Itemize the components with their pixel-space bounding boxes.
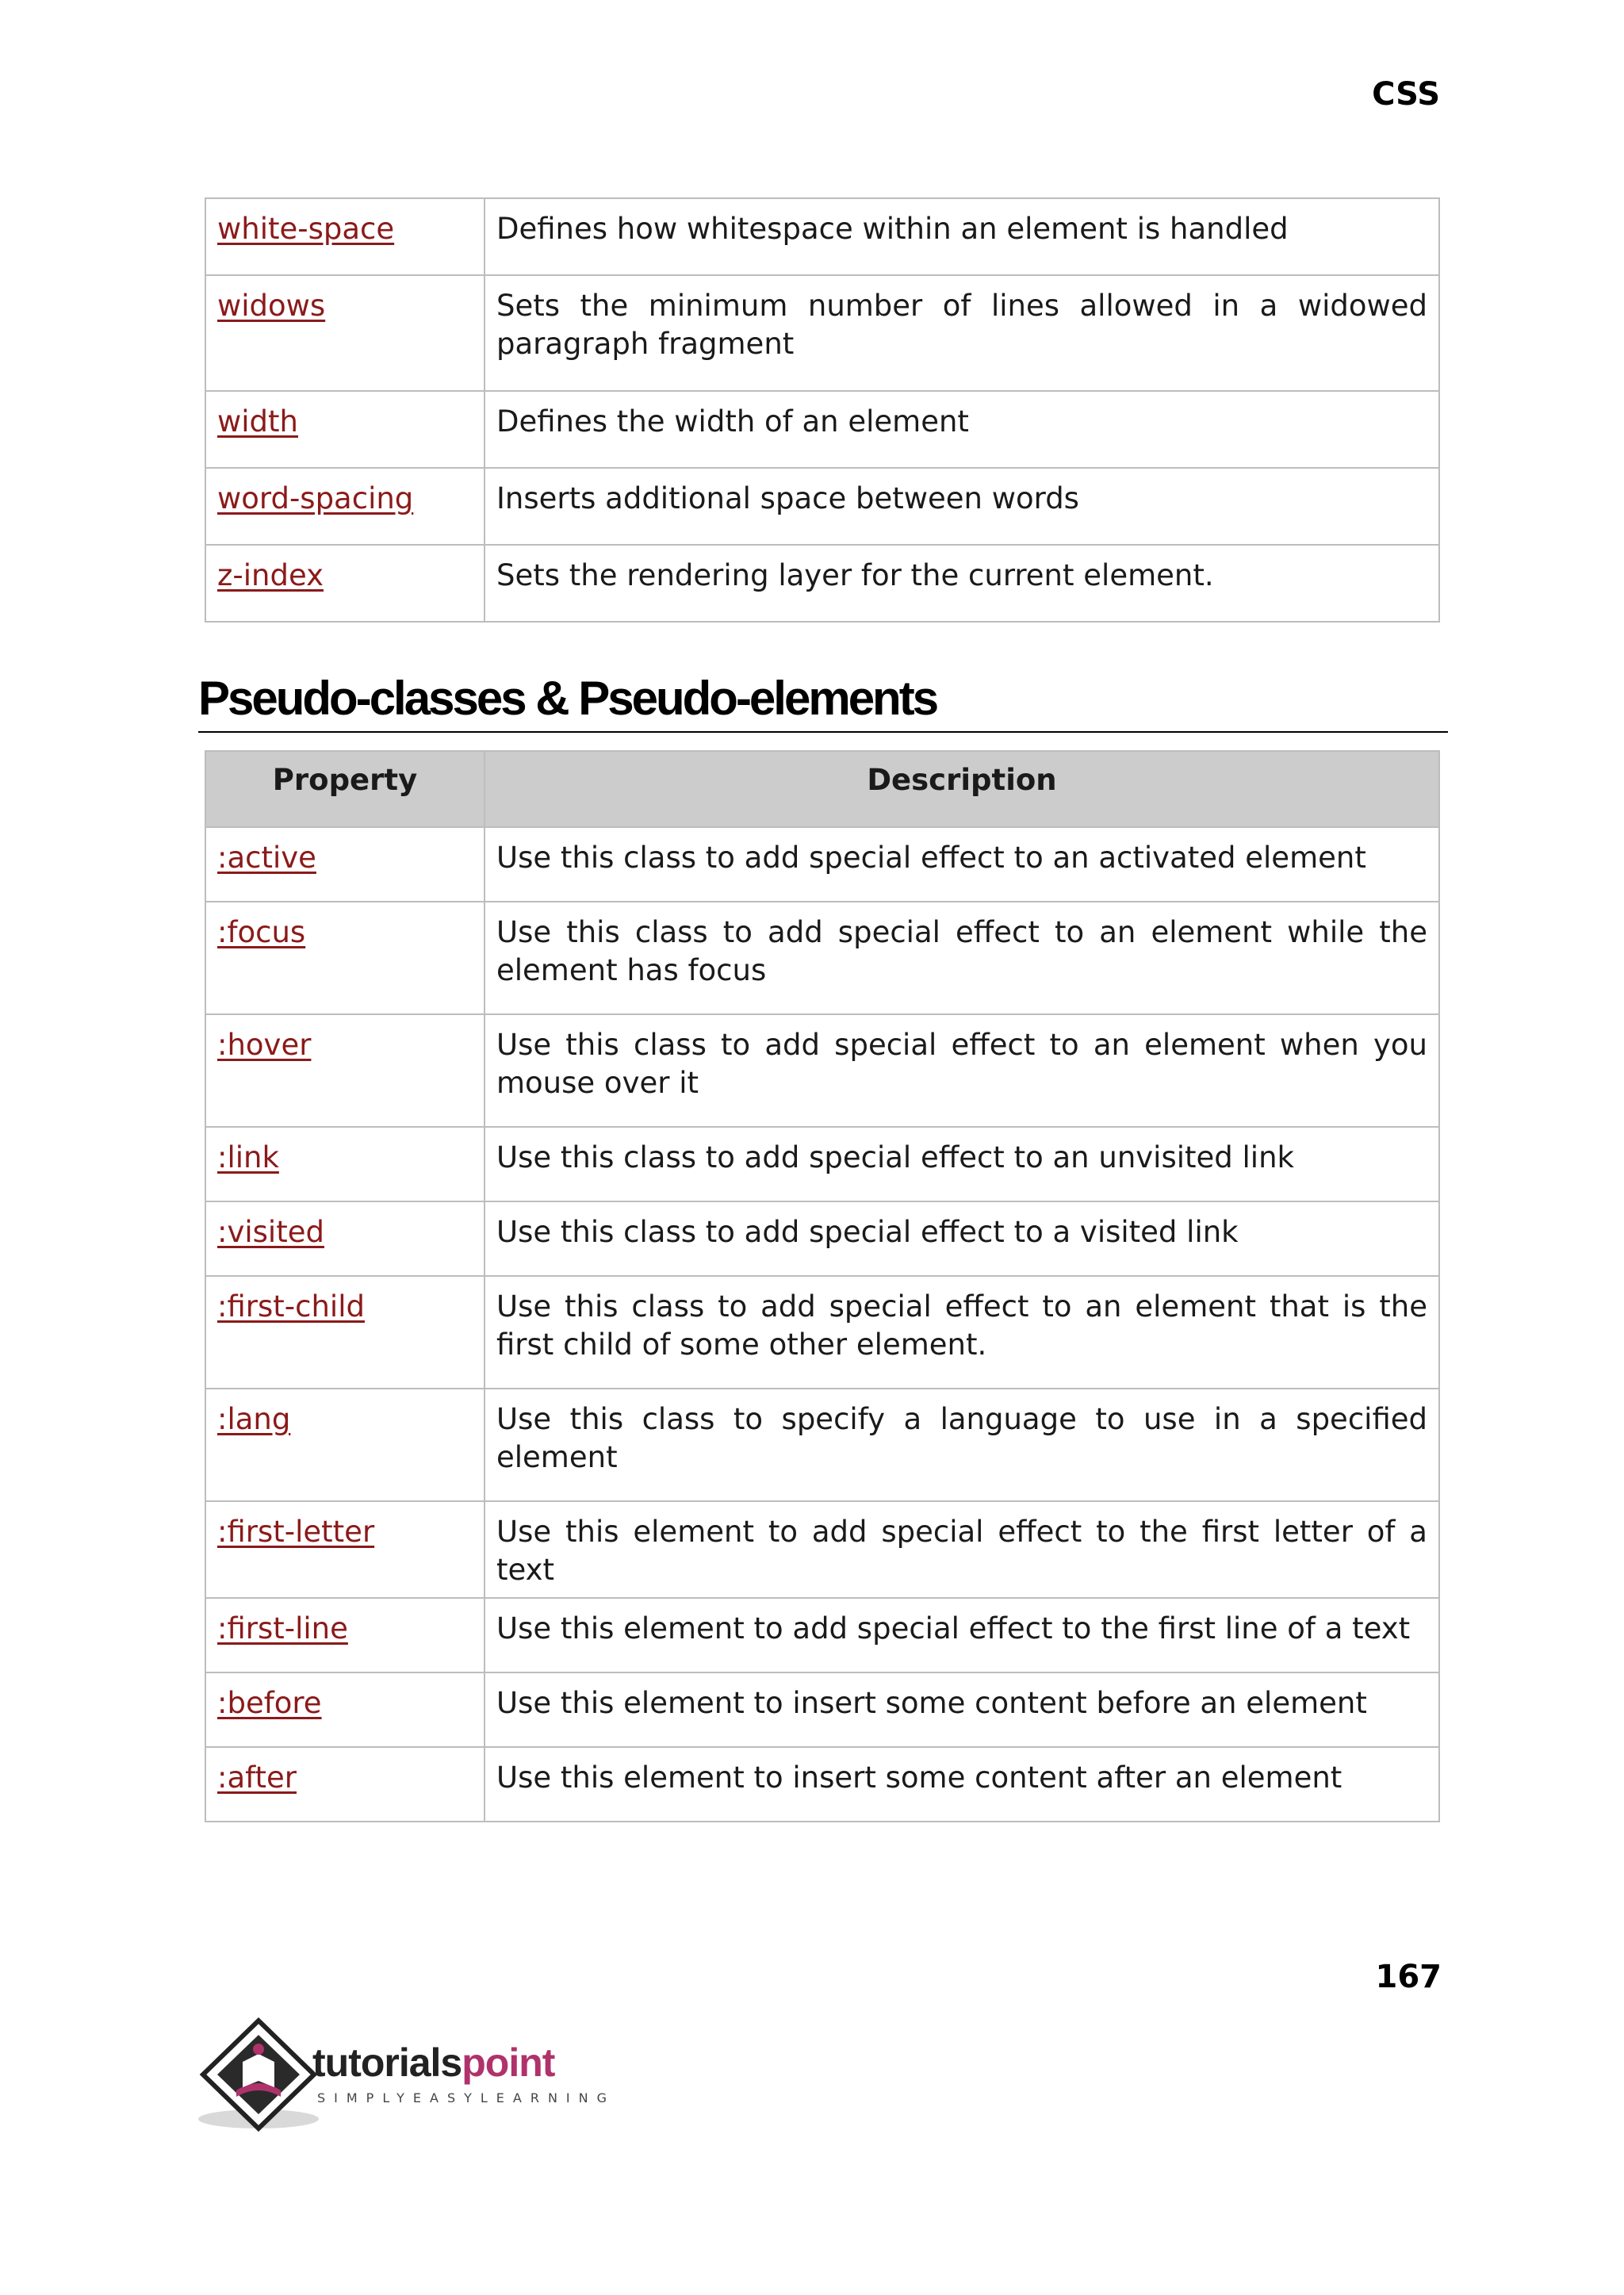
table-row bbox=[205, 468, 1439, 545]
property-link[interactable]: word-spacing bbox=[217, 481, 414, 515]
css-properties-table bbox=[205, 197, 1440, 623]
property-description: Use this element to add special effect to the first letter of a text bbox=[485, 1501, 1439, 1598]
property-link[interactable]: z-index bbox=[217, 558, 324, 592]
property-link[interactable]: :first-child bbox=[217, 1289, 365, 1324]
property-link[interactable]: width bbox=[217, 404, 298, 439]
property-description: Defines how whitespace within an element is handled bbox=[485, 198, 1439, 275]
property-link[interactable]: :active bbox=[217, 841, 316, 875]
table-row bbox=[205, 1276, 1439, 1389]
logo-tagline: SIMPLYEASYLEARNING bbox=[317, 2090, 616, 2105]
tutorialspoint-logo bbox=[197, 2014, 616, 2133]
property-description: Sets the minimum number of lines allowed in a widowed paragraph fragment bbox=[485, 275, 1439, 391]
property-link[interactable]: :before bbox=[217, 1686, 322, 1720]
property-description: Use this class to add special effect to an unvisited link bbox=[485, 1127, 1439, 1201]
table-row bbox=[205, 545, 1439, 622]
table-row bbox=[205, 391, 1439, 468]
table-row bbox=[205, 1389, 1439, 1501]
property-link[interactable]: :first-letter bbox=[217, 1515, 375, 1549]
property-link[interactable]: :visited bbox=[217, 1215, 324, 1249]
table-row bbox=[205, 1747, 1439, 1822]
logo-wordmark: tutorialspoint bbox=[312, 2040, 555, 2085]
property-description: Use this element to add special effect to the first line of a text bbox=[485, 1598, 1439, 1672]
property-link[interactable]: widows bbox=[217, 289, 326, 323]
property-description: Defines the width of an element bbox=[485, 391, 1439, 468]
table-row bbox=[205, 1672, 1439, 1747]
property-description: Use this class to add special effect to an element while the element has focus bbox=[485, 902, 1439, 1014]
column-header-property: Property bbox=[205, 751, 485, 827]
table-row bbox=[205, 1201, 1439, 1276]
table-row bbox=[205, 275, 1439, 391]
table-row bbox=[205, 902, 1439, 1014]
property-description: Use this class to add special effect to an activated element bbox=[485, 827, 1439, 902]
property-description: Use this class to add special effect to an element that is the first child of some other element. bbox=[485, 1276, 1439, 1389]
table-row bbox=[205, 827, 1439, 902]
running-head: CSS bbox=[1372, 76, 1440, 113]
property-link[interactable]: :after bbox=[217, 1761, 297, 1795]
pseudo-classes-table bbox=[205, 750, 1440, 1822]
property-link[interactable]: white-space bbox=[217, 212, 395, 246]
table-row bbox=[205, 1598, 1439, 1672]
table-row bbox=[205, 1501, 1439, 1598]
table-row bbox=[205, 198, 1439, 275]
property-link[interactable]: :lang bbox=[217, 1402, 291, 1436]
property-link[interactable]: :focus bbox=[217, 915, 306, 949]
column-header-description: Description bbox=[485, 751, 1439, 827]
property-link[interactable]: :first-line bbox=[217, 1611, 348, 1646]
property-link[interactable]: :link bbox=[217, 1140, 279, 1174]
page-number: 167 bbox=[1375, 1959, 1442, 1995]
property-description: Sets the rendering layer for the current element. bbox=[485, 545, 1439, 622]
property-description: Use this class to specify a language to use in a specified element bbox=[485, 1389, 1439, 1501]
property-link[interactable]: :hover bbox=[217, 1028, 312, 1062]
property-description: Use this element to insert some content before an element bbox=[485, 1672, 1439, 1747]
table-row bbox=[205, 1014, 1439, 1127]
table-row bbox=[205, 1127, 1439, 1201]
table-header-row bbox=[205, 751, 1439, 827]
property-description: Use this class to add special effect to a visited link bbox=[485, 1201, 1439, 1276]
property-description: Use this element to insert some content after an element bbox=[485, 1747, 1439, 1822]
property-description: Use this class to add special effect to an element when you mouse over it bbox=[485, 1014, 1439, 1127]
property-description: Inserts additional space between words bbox=[485, 468, 1439, 545]
section-title: Pseudo-classes & Pseudo-elements bbox=[198, 671, 1448, 733]
